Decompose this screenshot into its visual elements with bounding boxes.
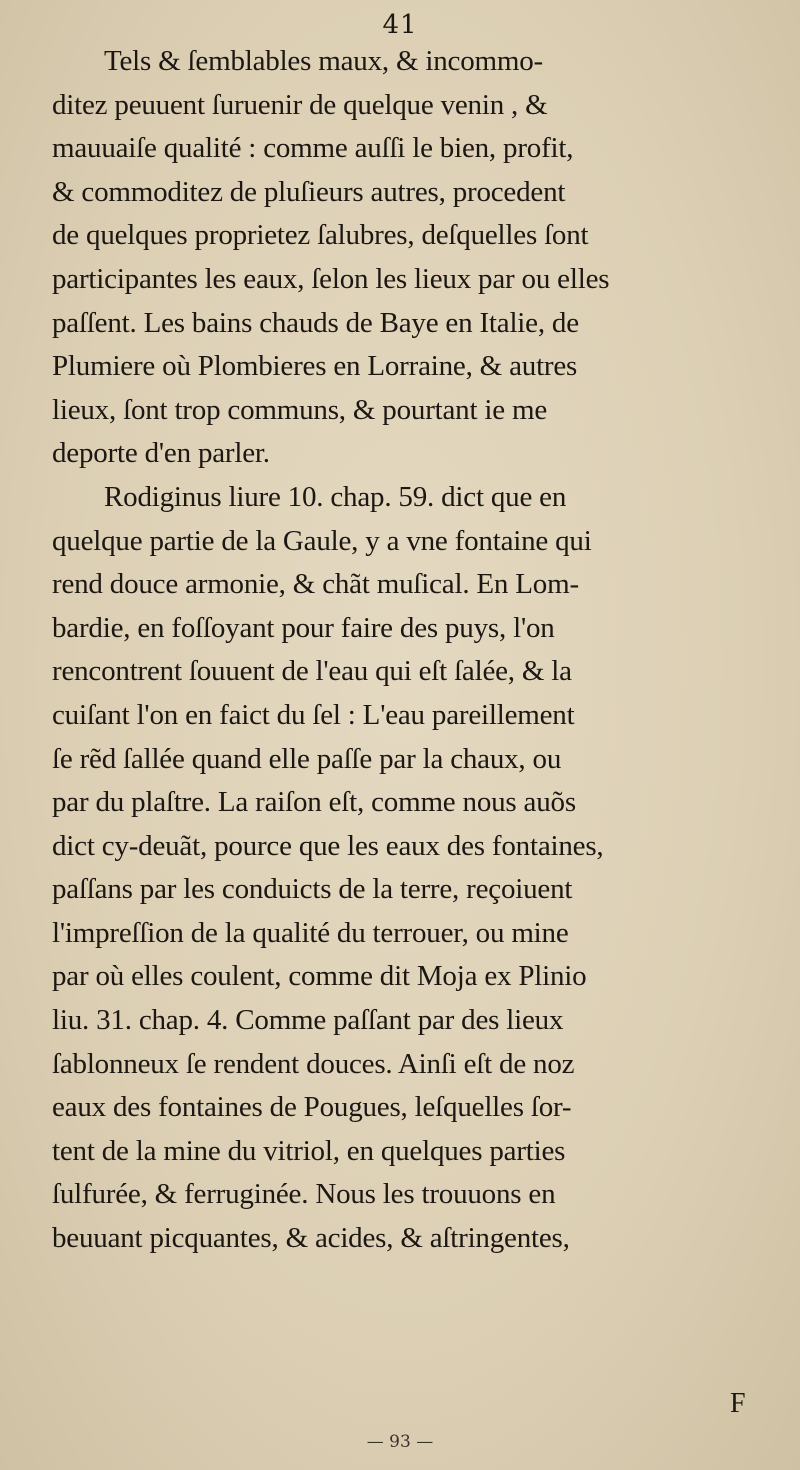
text-line: dict cy-deuãt, pource que les eaux des fontaines,	[52, 829, 604, 862]
text-line: lieux, ſont trop communs, & pourtant ie me	[52, 393, 547, 426]
folio-number: — 93 —	[366, 1432, 434, 1452]
text-line: deporte d'en parler.	[52, 437, 270, 470]
text-line: Rodiginus liure 10. chap. 59. dict que en	[104, 480, 567, 513]
text-line: ditez peuuent ſuruenir de quelque venin , &	[52, 88, 548, 121]
signature-mark: F	[730, 1388, 746, 1419]
text-line: Tels & ſemblables maux, & incommo-	[104, 45, 543, 77]
text-line: mauuaiſe qualité : comme auſſi le bien, profit,	[52, 132, 574, 165]
text-line: cuiſant l'on en faict du ſel : L'eau pareillement	[52, 698, 575, 731]
page-number: 41	[382, 10, 418, 40]
text-line: eaux des fontaines de Pougues, leſquelles ſor-	[52, 1091, 572, 1124]
body-text	[52, 40, 742, 1261]
text-line: par du plaſtre. La raiſon eſt, comme nous auõs	[52, 786, 576, 819]
text-line: & commoditez de pluſieurs autres, procedent	[52, 175, 566, 208]
text-line: bardie, en foſſoyant pour faire des puys, l'on	[52, 611, 555, 644]
text-line: participantes les eaux, ſelon les lieux par ou elles	[52, 262, 610, 295]
text-line: rend douce armonie, & chãt muſical. En Lom-	[52, 568, 579, 601]
text-line: rencontrent ſouuent de l'eau qui eſt ſalée, & la	[52, 655, 572, 688]
text-line: Plumiere où Plombieres en Lorraine, & autres	[52, 350, 578, 383]
text-line: ſablonneux ſe rendent douces. Ainſi eſt de noz	[52, 1047, 575, 1080]
text-line: beuuant picquantes, & acides, & aſtringentes,	[52, 1222, 570, 1255]
text-line: tent de la mine du vitriol, en quelques parties	[52, 1134, 566, 1167]
text-line: ſulfurée, & ferruginée. Nous les trouuons en	[52, 1178, 556, 1211]
text-line: paſſans par les conduicts de la terre, reçoiuent	[52, 873, 573, 906]
text-line: l'impreſſion de la qualité du terrouer, ou mine	[52, 916, 569, 949]
text-line: de quelques proprietez ſalubres, deſquelles ſont	[52, 219, 589, 252]
text-line: liu. 31. chap. 4. Comme paſſant par des lieux	[52, 1004, 564, 1037]
text-line: paſſent. Les bains chauds de Baye en Italie, de	[52, 306, 579, 339]
text-line: ſe rẽd ſallée quand elle paſſe par la chaux, ou	[52, 742, 562, 775]
text-line: quelque partie de la Gaule, y a vne fontaine qui	[52, 524, 592, 557]
text-line: par où elles coulent, comme dit Moja ex Plinio	[52, 960, 587, 993]
